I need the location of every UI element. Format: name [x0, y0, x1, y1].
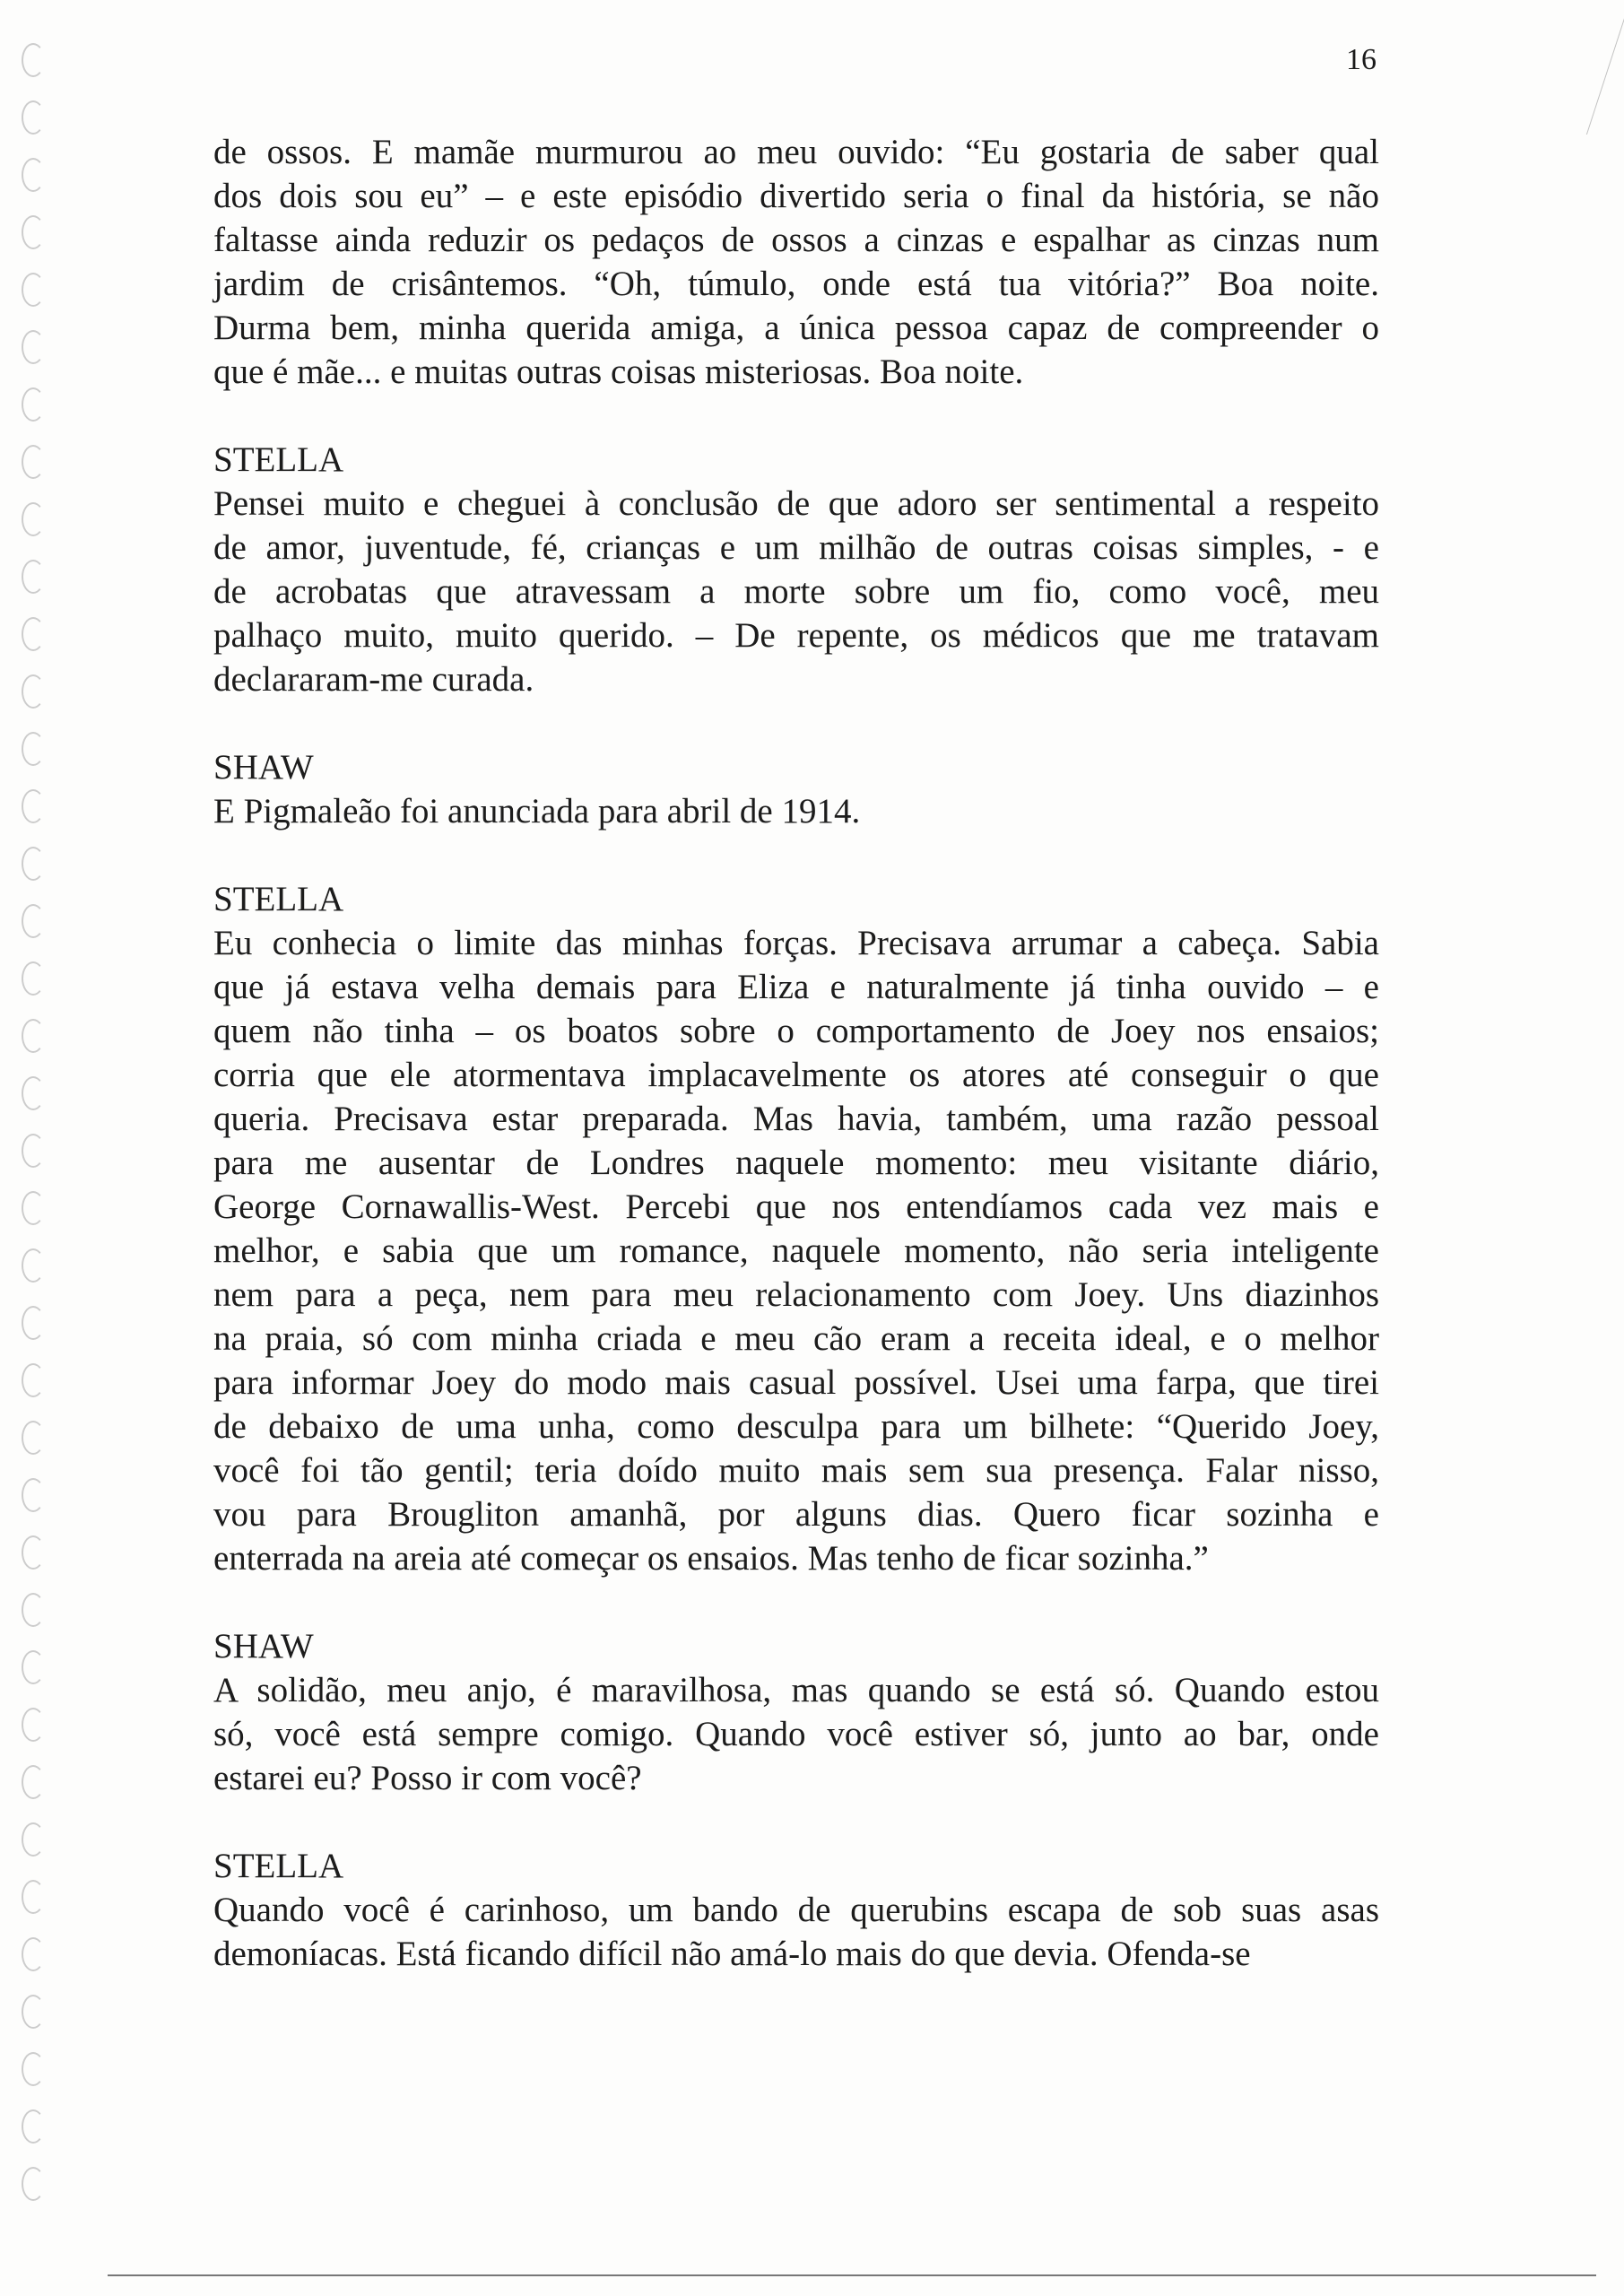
binding-hole — [22, 1822, 45, 1857]
binding-hole — [22, 674, 45, 709]
text-block — [213, 438, 1379, 701]
text-block — [213, 1844, 1379, 1976]
text-line: E Pigmaleão foi anunciada para abril de 1914. — [213, 792, 861, 831]
text-line: dos dois sou eu” – e este episódio divertido seria o final da história, se não — [213, 177, 1379, 215]
text-line: queria. Precisava estar preparada. Mas havia, também, uma razão pessoal — [213, 1100, 1379, 1138]
binding-hole — [22, 1134, 45, 1168]
binding-hole — [22, 961, 45, 996]
binding-hole — [22, 1248, 45, 1283]
binding-hole — [22, 215, 45, 249]
binding-hole — [22, 502, 45, 536]
binding-hole — [22, 1937, 45, 1971]
text-line: que já estava velha demais para Eliza e naturalmente já tinha ouvido – e — [213, 968, 1379, 1006]
text-line: na praia, só com minha criada e meu cão eram a receita ideal, e o melhor — [213, 1319, 1379, 1358]
binding-hole — [22, 1076, 45, 1110]
paragraph — [213, 1888, 1379, 1976]
speaker-name: STELLA — [213, 440, 344, 479]
text-line: para informar Joey do modo mais casual possível. Usei uma farpa, que tirei — [213, 1363, 1379, 1402]
binding-hole — [22, 2167, 45, 2201]
binding-hole — [22, 43, 45, 77]
binding-hole — [22, 1363, 45, 1397]
text-line: palhaço muito, muito querido. – De repente, os médicos que me tratavam — [213, 616, 1379, 655]
text-line: quem não tinha – os boatos sobre o comportamento de Joey nos ensaios; — [213, 1012, 1379, 1050]
text-line: declararam-me curada. — [213, 660, 534, 699]
binding-hole — [22, 158, 45, 192]
scan-artifact-mark — [1524, 18, 1624, 135]
binding-hole — [22, 445, 45, 479]
binding-hole — [22, 1019, 45, 1053]
binding-hole — [22, 1478, 45, 1512]
bottom-rule — [108, 2274, 1596, 2276]
text-block — [213, 130, 1379, 394]
text-line: George Cornawallis-West. Percebi que nos entendíamos cada vez mais e — [213, 1187, 1379, 1226]
binding-hole — [22, 1306, 45, 1340]
paragraph — [213, 921, 1379, 1580]
text-line: de amor, juventude, fé, crianças e um milhão de outras coisas simples, - e — [213, 528, 1379, 567]
text-line: enterrada na areia até começar os ensaios. Mas tenho de ficar sozinha.” — [213, 1539, 1209, 1578]
binding-hole — [22, 904, 45, 938]
paragraph — [213, 789, 1379, 833]
paragraph — [213, 130, 1379, 394]
text-line: vou para Brougliton amanhã, por alguns dias. Quero ficar sozinha e — [213, 1495, 1379, 1534]
text-line: Pensei muito e cheguei à conclusão de que adoro ser sentimental a respeito — [213, 484, 1379, 523]
text-block — [213, 877, 1379, 1580]
speaker-name: SHAW — [213, 1627, 314, 1665]
binding-hole — [22, 273, 45, 307]
text-line: Durma bem, minha querida amiga, a única pessoa capaz de compreender o — [213, 309, 1379, 347]
binding-hole — [22, 2109, 45, 2144]
text-line: A solidão, meu anjo, é maravilhosa, mas quando se está só. Quando estou — [213, 1671, 1379, 1709]
text-line: só, você está sempre comigo. Quando você estiver só, junto ao bar, onde — [213, 1715, 1379, 1753]
text-line: para me ausentar de Londres naquele momento: meu visitante diário, — [213, 1144, 1379, 1182]
text-line: você foi tão gentil; teria doído muito mais sem sua presença. Falar nisso, — [213, 1451, 1379, 1490]
binding-hole — [22, 1765, 45, 1799]
binding-hole — [22, 2052, 45, 2086]
paragraph — [213, 1668, 1379, 1800]
text-line: melhor, e sabia que um romance, naquele momento, não seria inteligente — [213, 1231, 1379, 1270]
page-number: 16 — [1346, 43, 1376, 76]
text-line: que é mãe... e muitas outras coisas misteriosas. Boa noite. — [213, 352, 1024, 391]
binding-hole — [22, 1191, 45, 1225]
text-line: nem para a peça, nem para meu relacionamento com Joey. Uns diazinhos — [213, 1275, 1379, 1314]
paragraph — [213, 482, 1379, 701]
binding-hole — [22, 1593, 45, 1627]
text-line: faltasse ainda reduzir os pedaços de ossos a cinzas e espalhar as cinzas num — [213, 221, 1379, 259]
binding-hole — [22, 617, 45, 651]
text-line: Quando você é carinhoso, um bando de querubins escapa de sob suas asas — [213, 1891, 1379, 1929]
speaker-name: SHAW — [213, 748, 314, 787]
binding-hole — [22, 1421, 45, 1455]
text-line: de acrobatas que atravessam a morte sobre um fio, como você, meu — [213, 572, 1379, 611]
speaker-name: STELLA — [213, 880, 344, 918]
text-line: estarei eu? Posso ir com você? — [213, 1759, 642, 1797]
text-line: Eu conhecia o limite das minhas forças. Precisava arrumar a cabeça. Sabia — [213, 924, 1379, 962]
binding-hole — [22, 732, 45, 766]
binding-hole — [22, 1880, 45, 1914]
binding-hole — [22, 100, 45, 135]
text-line: corria que ele atormentava implacavelmente os atores até conseguir o que — [213, 1056, 1379, 1094]
text-line: demoníacas. Está ficando difícil não amá-lo mais do que devia. Ofenda-se — [213, 1935, 1251, 1973]
text-line: de ossos. E mamãe murmurou ao meu ouvido: “Eu gostaria de saber qual — [213, 133, 1379, 171]
text-line: jardim de crisântemos. “Oh, túmulo, onde está tua vitória?” Boa noite. — [213, 265, 1379, 303]
speaker-name: STELLA — [213, 1847, 344, 1885]
text-line: de debaixo de uma unha, como desculpa para um bilhete: “Querido Joey, — [213, 1407, 1379, 1446]
text-block — [213, 745, 1379, 833]
binding-hole — [22, 560, 45, 594]
binding-hole — [22, 1650, 45, 1684]
binding-hole — [22, 1708, 45, 1742]
binding-hole — [22, 387, 45, 422]
binding-hole — [22, 847, 45, 881]
binding-hole — [22, 330, 45, 364]
binding-hole — [22, 789, 45, 823]
binding-hole — [22, 1535, 45, 1570]
text-block — [213, 1624, 1379, 1800]
binding-holes — [22, 36, 57, 2278]
binding-hole — [22, 1995, 45, 2029]
document-body — [213, 130, 1379, 2020]
